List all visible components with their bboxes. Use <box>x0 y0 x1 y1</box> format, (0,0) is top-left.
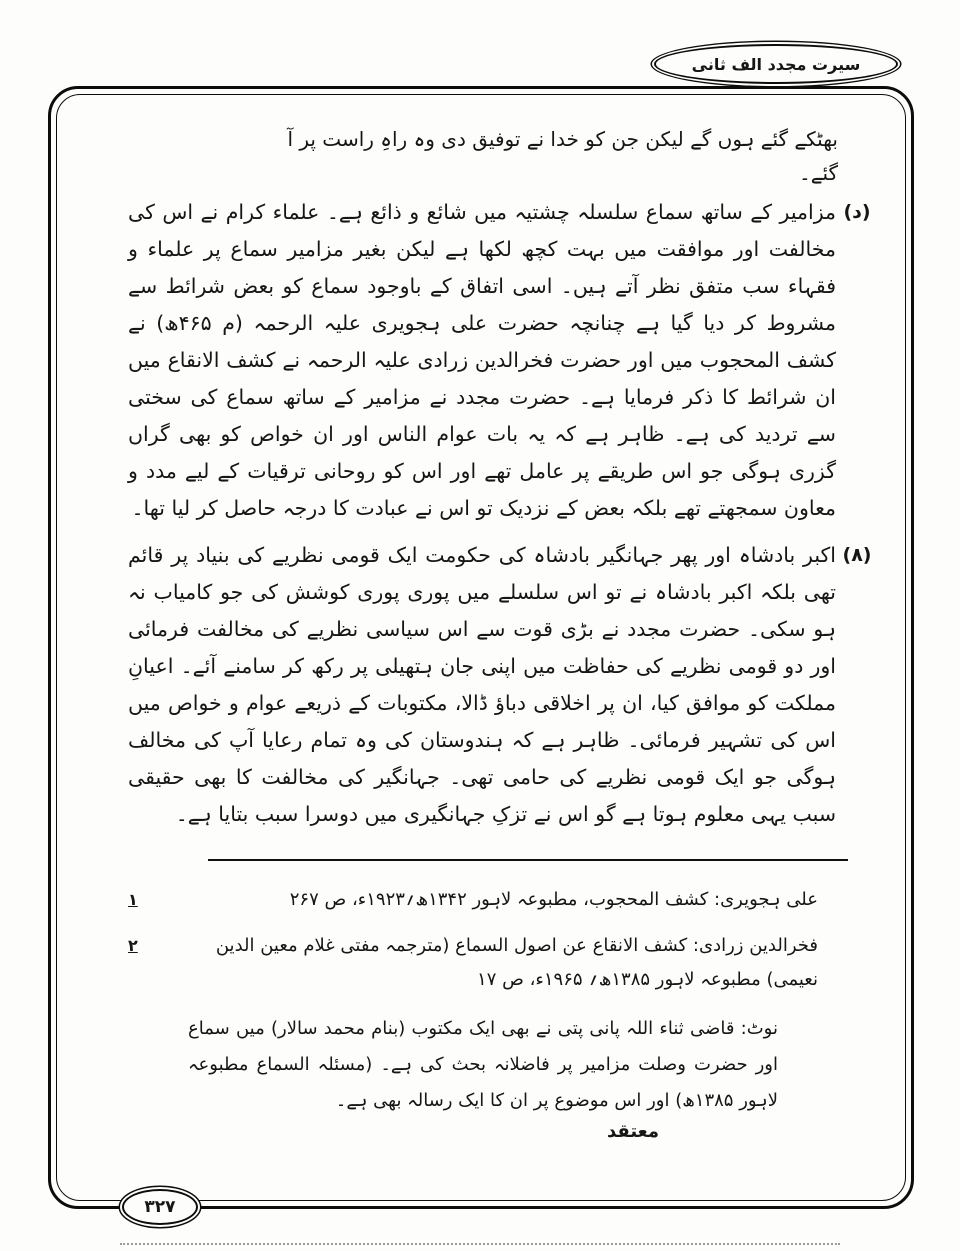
carryover-line: بھٹکے گئے ہوں گے لیکن جن کو خدا نے توفیق دی وہ راہِ راست پر آ گئے۔ <box>287 127 838 185</box>
paragraph-text: مزامیر کے ساتھ سماع سلسلہ چشتیہ میں شائع و ذائع ہے۔ علماء کرام نے اس کی مخالفت اور موافقت میں بہت کچھ لکھا ہے لیکن بغیر مزامیر سماع پر علماء و فقہاء سب متفق نظر آتے ہیں۔ اسی اتفاق کے باوجود سماع کو بعض شرائط سے مشروط کر دیا گیا ہے چنانچہ حضرت علی ہجویری علیہ الرحمہ (م ۴۶۵ھ) نے کشف المحجوب میں اور حضرت فخرالدین زرادی علیہ الرحمہ نے کشف الانقاع میں ان شرائط کا ذکر فرمایا ہے۔ حضرت مجدد نے مزامیر کے ساتھ سماع کی سختی سے تردید کی ہے۔ ظاہر ہے کہ یہ بات عوام الناس اور ان خواص کو بھی گراں گزری ہوگی جو اس طریقے پر عامل تھے اور اس کو روحانی ترقیات کے لیے مدد و معاون سمجھتے تھے بلکہ بعض کے نزدیک تو اس نے عبادت کا درجہ حاصل کر لیا تھا۔ <box>128 200 837 520</box>
footnote-text: فخرالدین زرادی: کشف الانقاع عن اصول السماع (مترجمہ مفتی غلام معین الدین نعیمی) مطبوعہ لاہور ۱۳۸۵ھ؍ ۱۹۶۵ء، ص ۱۷ <box>215 935 818 990</box>
book-title: سیرت مجدد الف ثانی <box>691 54 861 74</box>
header-cartouche <box>654 44 898 84</box>
footnote-marker: ۱ <box>128 890 138 909</box>
footnote <box>128 883 818 917</box>
paragraph-text: اکبر بادشاہ اور پھر جہانگیر بادشاہ کی حکومت ایک قومی نظریے کی بنیاد پر قائم تھی بلکہ اکبر بادشاہ نے تو اس سلسلے میں پوری پوری کوشش کی جو کامیاب نہ ہو سکی۔ حضرت مجدد نے بڑی قوت سے اس سیاسی نظریے کی مخالفت فرمائی اور دو قومی نظریے کی حفاظت میں اپنی جان ہتھیلی پر رکھ کر سامنے آئے۔ اعیانِ مملکت کو موافق کیا، ان پر اخلاقی دباؤ ڈالا، مکتوبات کے ذریعے عوام و خواص میں اس کی تشہیر فرمائی۔ ظاہر ہے کہ ہندوستان کی وہ تمام رعایا آپ کی مخالف ہوگی جو ایک قومی نظریے کی حامی تھی۔ جہانگیر کی مخالفت کا بھی حقیقی سبب یہی معلوم ہوتا ہے گو اس نے تزکِ جہانگیری میں دوسرا سبب بتایا ہے۔ <box>128 543 836 826</box>
footnote <box>128 929 818 997</box>
paragraph-marker: (د) <box>843 201 871 223</box>
footnote-text: علی ہجویری: کشف المحجوب، مطبوعہ لاہور ۱۳۴۲ھ؍۱۹۲۳ء، ص ۲۶۷ <box>289 889 818 910</box>
catchword: معتقد <box>606 1121 659 1142</box>
page-number-cartouche <box>122 1189 198 1225</box>
footnote-note: نوٹ: قاضی ثناء اللہ پانی پتی نے بھی ایک مکتوب (بنام محمد سالار) میں سماع اور حضرت وصلت مزامیر پر فاضلانہ بحث کی ہے۔ (مسئلہ السماع مطبوعہ لاہور ۱۳۸۵ھ) اور اس موضوع پر ان کا ایک رسالہ بھی ہے۔ <box>188 1018 778 1111</box>
paragraph <box>128 537 878 833</box>
paragraph-marker: (۸) <box>842 544 872 566</box>
page-content <box>128 122 878 1142</box>
page-number: ۳۲۷ <box>144 1197 176 1217</box>
scan-edge-artifact <box>120 1243 840 1245</box>
footnote-marker: ۲ <box>128 936 138 955</box>
paragraph <box>128 194 878 527</box>
footnote-separator <box>208 859 848 861</box>
